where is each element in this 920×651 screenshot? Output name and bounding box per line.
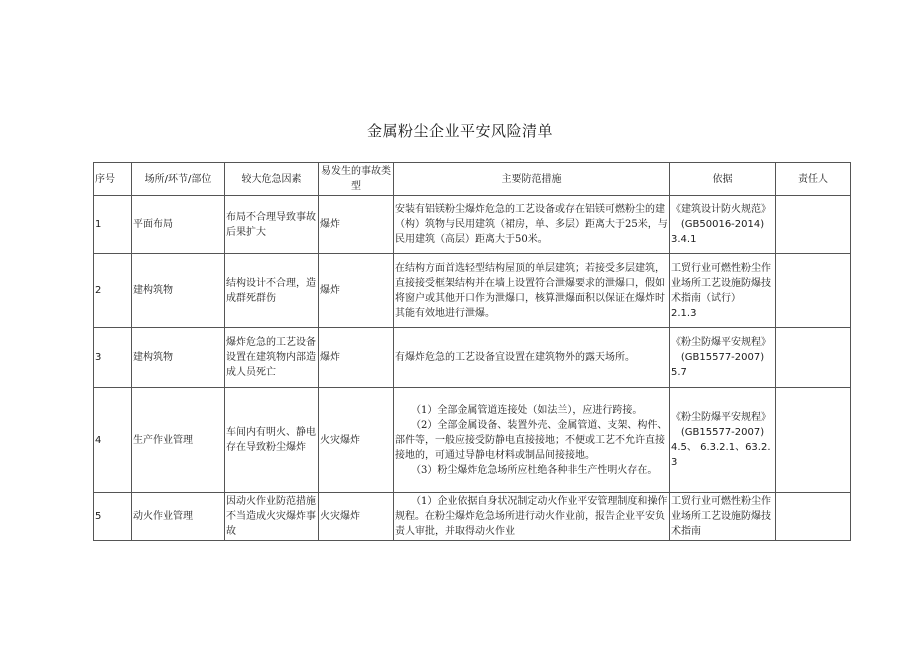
table-row — [94, 493, 851, 541]
basis-line: 工贸行业可燃性粉尘作业场所工艺设施防爆技术指南（试行） — [671, 262, 771, 304]
cell-hazard: 因动火作业防范措施不当造成火灾爆炸事故 — [225, 493, 319, 541]
cell-seq: 5 — [94, 493, 132, 541]
cell-hazard: 布局不合理导致事故后果扩大 — [225, 196, 319, 254]
measure-line: （2）全部金属设备、装置外壳、金属管道、支架、构件、部件等，一般应接受防静电直接接地；不便或工艺不允许直接接地的，可通过导静电材料或制品间接接地。 — [395, 419, 668, 461]
cell-owner — [776, 254, 851, 328]
cell-hazard: 爆炸危急的工艺设备设置在建筑物内部造成人员死亡 — [225, 328, 319, 388]
cell-accident: 爆炸 — [319, 196, 394, 254]
cell-hazard: 结构设计不合理，造成群死群伤 — [225, 254, 319, 328]
cell-seq: 2 — [94, 254, 132, 328]
cell-measures — [394, 493, 670, 541]
basis-line: (GB15577-2007) — [680, 352, 765, 363]
header-hazard: 较大危急因素 — [225, 163, 319, 196]
measure-line: （1）全部金属管道连接处（如法兰），应进行跨接。 — [411, 404, 643, 416]
table-row — [94, 196, 851, 254]
cell-accident: 爆炸 — [319, 328, 394, 388]
cell-basis — [670, 328, 776, 388]
document-title: 金属粉尘企业平安风险清单 — [366, 122, 553, 140]
cell-accident: 火灾爆炸 — [319, 493, 394, 541]
cell-owner — [776, 328, 851, 388]
header-row — [94, 163, 851, 196]
cell-owner — [776, 388, 851, 493]
basis-line: 2.1.3 — [671, 307, 697, 319]
measure-line: 有爆炸危急的工艺设备宜设置在建筑物外的露天场所。 — [395, 352, 635, 363]
table-row — [94, 254, 851, 328]
cell-basis — [670, 196, 776, 254]
cell-measures — [394, 328, 670, 388]
cell-measures — [394, 388, 670, 493]
measure-line: 安装有铝镁粉尘爆炸危急的工艺设备或存在铝镁可燃粉尘的建（构）筑物与民用建筑（裙房，单、多层）距离大于25米，与民用建筑（高层）距离大于50米。 — [395, 204, 668, 245]
cell-accident: 火灾爆炸 — [319, 388, 394, 493]
basis-line: 《建筑设计防火规范》 — [671, 204, 771, 215]
risk-table — [93, 162, 851, 541]
cell-basis — [670, 254, 776, 328]
cell-owner — [776, 493, 851, 541]
basis-line: 《粉尘防爆平安规程》 — [671, 337, 771, 348]
cell-hazard: 车间内有明火、静电存在导致粉尘爆炸 — [225, 388, 319, 493]
cell-measures — [394, 254, 670, 328]
cell-seq: 1 — [94, 196, 132, 254]
basis-line: (GB50016-2014) — [680, 219, 765, 230]
basis-line: 《粉尘防爆平安规程》 — [671, 412, 771, 423]
cell-place: 动火作业管理 — [132, 493, 225, 541]
header-accident: 易发生的事故类型 — [319, 163, 394, 196]
header-seq: 序号 — [94, 163, 132, 196]
table-body — [94, 196, 851, 541]
cell-accident: 爆炸 — [319, 254, 394, 328]
basis-line: 3.4.1 — [671, 234, 697, 245]
measure-line: （3）粉尘爆炸危急场所应杜绝各种非生产性明火存在。 — [411, 464, 658, 476]
cell-basis — [670, 388, 776, 493]
header-measures: 主要防范措施 — [394, 163, 670, 196]
basis-line: 工贸行业可燃性粉尘作业场所工艺设施防爆技术指南 — [671, 496, 771, 537]
table-row — [94, 388, 851, 493]
basis-line: (GB15577-2007) — [680, 427, 765, 438]
header-owner: 责任人 — [776, 163, 851, 196]
cell-basis — [670, 493, 776, 541]
cell-place: 生产作业管理 — [132, 388, 225, 493]
basis-line: 5.7 — [671, 367, 687, 378]
header-basis: 依据 — [670, 163, 776, 196]
cell-owner — [776, 196, 851, 254]
cell-place: 建构筑物 — [132, 328, 225, 388]
cell-seq: 4 — [94, 388, 132, 493]
measure-line: （1）企业依据自身状况制定动火作业平安管理制度和操作规程。在粉尘爆炸危急场所进行动火作业前，报告企业平安负责人审批，并取得动火作业 — [395, 496, 668, 537]
cell-measures — [394, 196, 670, 254]
basis-line: 4.5、 6.3.2.1、63.2.3 — [671, 442, 771, 468]
cell-place: 平面布局 — [132, 196, 225, 254]
header-place: 场所/环节/部位 — [132, 163, 225, 196]
cell-place: 建构筑物 — [132, 254, 225, 328]
cell-seq: 3 — [94, 328, 132, 388]
table-row — [94, 328, 851, 388]
measure-line: 在结构方面首选轻型结构屋顶的单层建筑；若接受多层建筑，直接接受框架结构并在墙上设置符合泄爆要求的泄爆口，假如将窗户或其他开口作为泄爆口，核算泄爆面积以保证在爆炸时其能有效地进行泄爆。 — [395, 262, 665, 319]
